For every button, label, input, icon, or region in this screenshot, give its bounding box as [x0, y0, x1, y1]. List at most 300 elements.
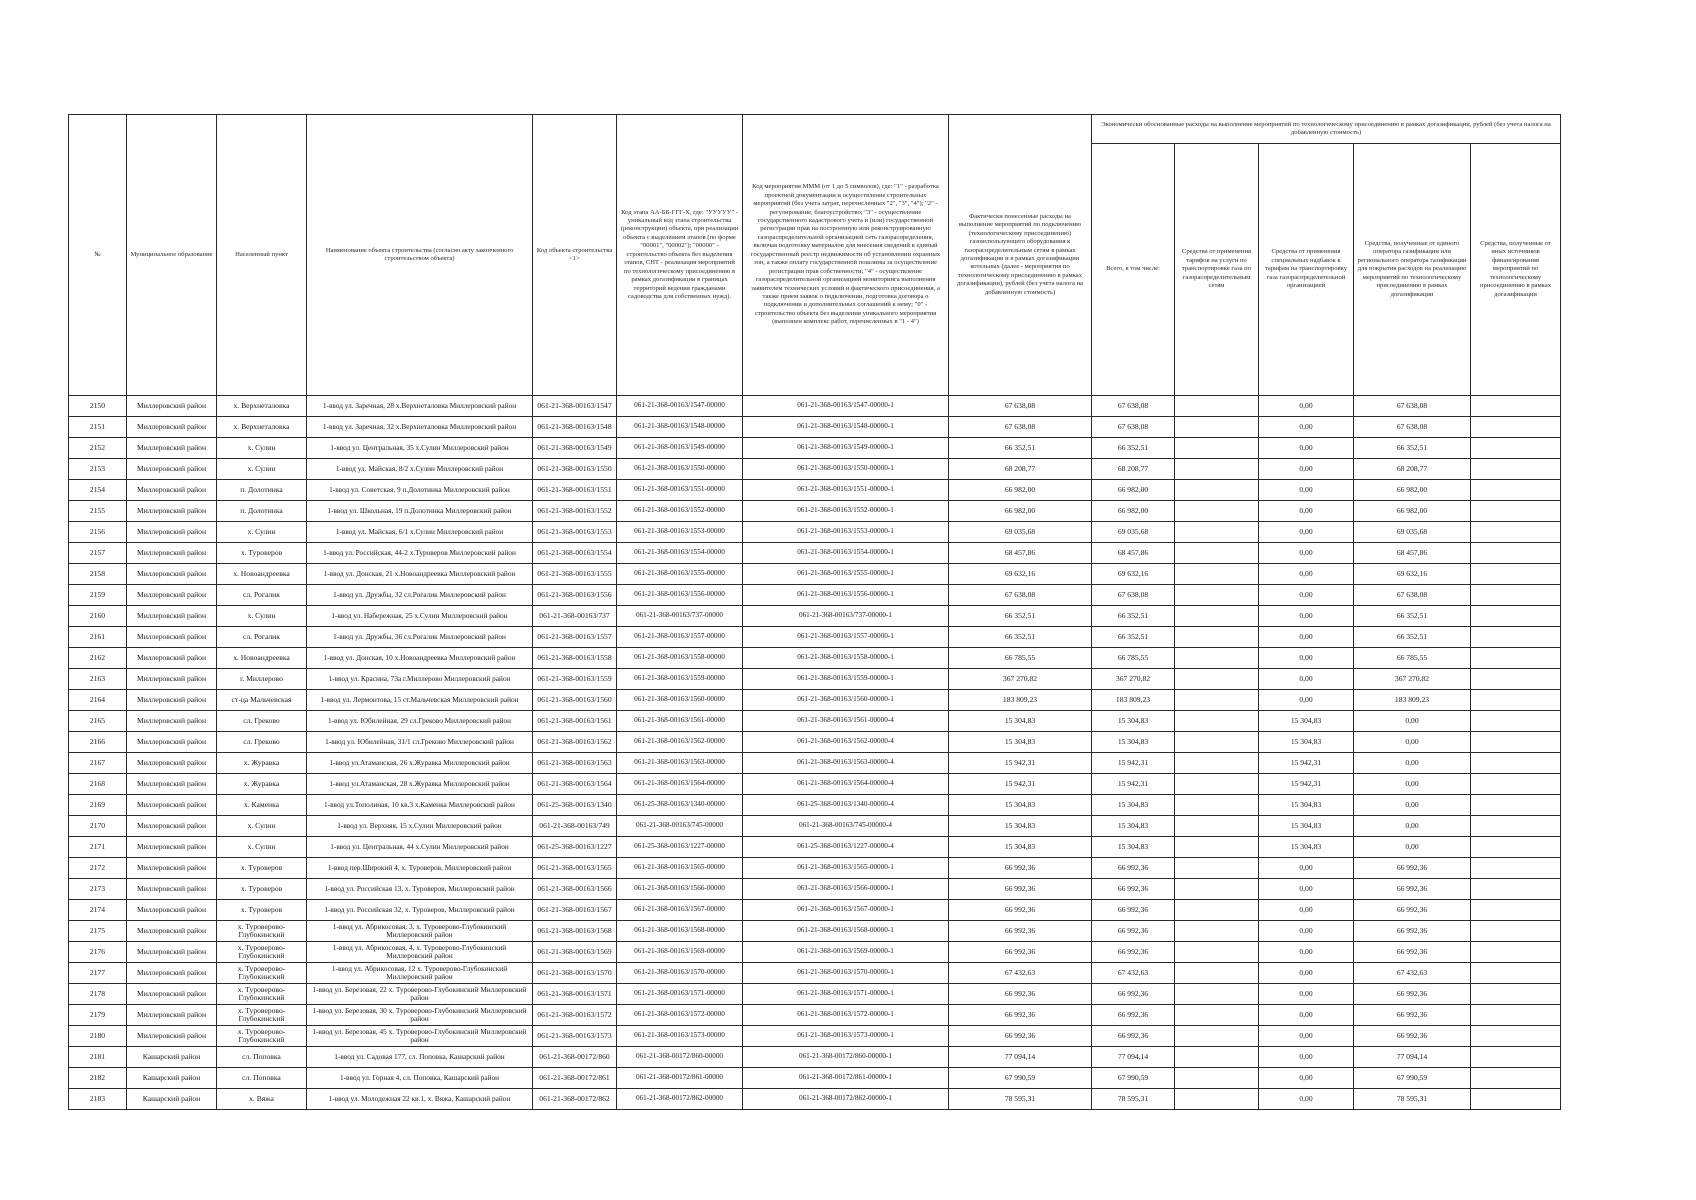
cell-num: 2172: [69, 858, 127, 879]
cell-settlement: х. Туроверово-Глубокинский: [217, 921, 307, 942]
cell-object-name: 1-ввод ул. Донская, 10 х.Новоандреевка Миллеровский район: [307, 648, 533, 669]
cell-total: 66 992,36: [1092, 1005, 1175, 1026]
cell-object-code: 061-21-368-00163/1566: [533, 879, 617, 900]
table-row: [69, 942, 1561, 963]
cell-settlement: х. Туроверово-Глубокинский: [217, 1005, 307, 1026]
cell-activity-code: 061-21-368-00163/1564-00000-4: [743, 774, 949, 795]
cell-special-surcharge: 0,00: [1259, 858, 1354, 879]
cell-tariff-transport: [1175, 1005, 1259, 1026]
cell-activity-code: 061-21-368-00163/1570-00000-1: [743, 963, 949, 984]
cell-object-code: 061-21-368-00163/1572: [533, 1005, 617, 1026]
cell-operator-funds: 67 638,08: [1354, 417, 1471, 438]
cell-total: 68 208,77: [1092, 459, 1175, 480]
cell-tariff-transport: [1175, 564, 1259, 585]
cell-operator-funds: 66 785,55: [1354, 648, 1471, 669]
table-header: [69, 115, 1561, 396]
cell-other-sources: [1471, 837, 1561, 858]
cell-tariff-transport: [1175, 795, 1259, 816]
cell-other-sources: [1471, 543, 1561, 564]
cell-num: 2154: [69, 480, 127, 501]
table-row: [69, 522, 1561, 543]
cell-special-surcharge: 0,00: [1259, 522, 1354, 543]
cell-operator-funds: 66 982,00: [1354, 501, 1471, 522]
cell-stage-code: 061-21-368-00163/1550-00000: [617, 459, 743, 480]
cell-object-code: 061-21-368-00163/1550: [533, 459, 617, 480]
cell-tariff-transport: [1175, 984, 1259, 1005]
cell-object-name: 1-ввод ул. Дружбы, 32 сл.Рогалик Миллеровский район: [307, 585, 533, 606]
cell-other-sources: [1471, 984, 1561, 1005]
cell-num: 2173: [69, 879, 127, 900]
cell-object-name: 1-ввод ул. Садовая 177, сл. Поповка, Кашарский район: [307, 1047, 533, 1068]
cell-operator-funds: 69 632,16: [1354, 564, 1471, 585]
cell-total: 15 304,83: [1092, 816, 1175, 837]
cell-stage-code: 061-21-368-00163/1552-00000: [617, 501, 743, 522]
cell-actual-costs: 67 432,63: [949, 963, 1092, 984]
cell-object-code: 061-21-368-00163/1563: [533, 753, 617, 774]
table-row: [69, 753, 1561, 774]
cell-actual-costs: 66 992,36: [949, 900, 1092, 921]
cell-object-name: 1-ввод ул. Набережная, 25 х.Сулин Миллеровский район: [307, 606, 533, 627]
table-row: [69, 585, 1561, 606]
cell-stage-code: 061-21-368-00163/1568-00000: [617, 921, 743, 942]
cell-tariff-transport: [1175, 774, 1259, 795]
cell-other-sources: [1471, 606, 1561, 627]
cell-actual-costs: 367 270,82: [949, 669, 1092, 690]
cell-activity-code: 061-21-368-00163/1568-00000-1: [743, 921, 949, 942]
cell-object-name: 1-ввод ул. Майская, 6/1 х.Сулин Миллеровский район: [307, 522, 533, 543]
cell-object-code: 061-21-368-00163/1559: [533, 669, 617, 690]
cell-special-surcharge: 0,00: [1259, 1047, 1354, 1068]
cell-object-name: 1-ввод ул. Юбилейная, 29 сл.Греково Миллеровский район: [307, 711, 533, 732]
cell-tariff-transport: [1175, 732, 1259, 753]
cell-special-surcharge: 0,00: [1259, 669, 1354, 690]
cell-operator-funds: 66 982,00: [1354, 480, 1471, 501]
cell-other-sources: [1471, 1005, 1561, 1026]
cell-total: 66 992,36: [1092, 900, 1175, 921]
cell-stage-code: 061-21-368-00172/862-00000: [617, 1089, 743, 1110]
header-econ-group: Экономически обоснованные расходы на выполнение мероприятий по технологическому присоединению в рамках догазификации, рублей (без учета налога на добавленную стоимость): [1092, 115, 1561, 144]
cell-activity-code: 061-21-368-00163/1572-00000-1: [743, 1005, 949, 1026]
cell-tariff-transport: [1175, 690, 1259, 711]
cell-stage-code: 061-21-368-00163/1556-00000: [617, 585, 743, 606]
cell-operator-funds: 77 094,14: [1354, 1047, 1471, 1068]
cell-settlement: х. Сулин: [217, 438, 307, 459]
cell-object-name: 1-ввод ул. Советская, 9 п.Долотинка Миллеровский район: [307, 480, 533, 501]
cell-object-code: 061-21-368-00163/1557: [533, 627, 617, 648]
cell-object-name: 1-ввод ул. Березовая, 30 х. Туроверово-Глубокинский Миллеровский район: [307, 1005, 533, 1026]
cell-stage-code: 061-21-368-00172/861-00000: [617, 1068, 743, 1089]
cell-other-sources: [1471, 1047, 1561, 1068]
cell-actual-costs: 15 304,83: [949, 732, 1092, 753]
cell-total: 66 982,00: [1092, 480, 1175, 501]
cell-tariff-transport: [1175, 1047, 1259, 1068]
cell-tariff-transport: [1175, 396, 1259, 417]
cell-actual-costs: 66 982,00: [949, 480, 1092, 501]
cell-special-surcharge: 0,00: [1259, 438, 1354, 459]
cell-stage-code: 061-21-368-00172/860-00000: [617, 1047, 743, 1068]
cell-activity-code: 061-21-368-00163/745-00000-4: [743, 816, 949, 837]
cell-actual-costs: 15 942,31: [949, 774, 1092, 795]
cell-settlement: х. Верхнеталовка: [217, 396, 307, 417]
cell-activity-code: 061-21-368-00163/1569-00000-1: [743, 942, 949, 963]
cell-total: 66 992,36: [1092, 942, 1175, 963]
cell-municipality: Миллеровский район: [127, 564, 217, 585]
cell-tariff-transport: [1175, 1068, 1259, 1089]
cell-municipality: Миллеровский район: [127, 459, 217, 480]
cell-other-sources: [1471, 627, 1561, 648]
cell-object-code: 061-21-368-00163/749: [533, 816, 617, 837]
cell-object-code: 061-21-368-00172/860: [533, 1047, 617, 1068]
cell-activity-code: 061-21-368-00163/1561-00000-4: [743, 711, 949, 732]
cell-other-sources: [1471, 522, 1561, 543]
cell-municipality: Миллеровский район: [127, 690, 217, 711]
cell-municipality: Миллеровский район: [127, 900, 217, 921]
table-row: [69, 1089, 1561, 1110]
cell-object-name: 1-ввод пер.Широкий 4, х. Туроверов, Миллеровский район: [307, 858, 533, 879]
cell-tariff-transport: [1175, 648, 1259, 669]
cell-other-sources: [1471, 711, 1561, 732]
cell-activity-code: 061-21-368-00163/1556-00000-1: [743, 585, 949, 606]
cell-activity-code: 061-21-368-00163/1551-00000-1: [743, 480, 949, 501]
header-object-name: Наименование объекта строительства (согласно акту законченного строительством объекта): [307, 115, 533, 396]
cell-num: 2151: [69, 417, 127, 438]
cell-object-name: 1-ввод ул. Горная 4, сл. Поповка, Кашарский район: [307, 1068, 533, 1089]
table-row: [69, 732, 1561, 753]
cell-total: 183 809,23: [1092, 690, 1175, 711]
cell-object-code: 061-25-368-00163/1227: [533, 837, 617, 858]
cell-municipality: Миллеровский район: [127, 984, 217, 1005]
cell-settlement: ст-ца Мальчевская: [217, 690, 307, 711]
table-row: [69, 1005, 1561, 1026]
cell-municipality: Миллеровский район: [127, 648, 217, 669]
cell-stage-code: 061-21-368-00163/1548-00000: [617, 417, 743, 438]
cell-operator-funds: 66 992,36: [1354, 879, 1471, 900]
cell-num: 2162: [69, 648, 127, 669]
cell-num: 2182: [69, 1068, 127, 1089]
cell-num: 2169: [69, 795, 127, 816]
cell-stage-code: 061-21-368-00163/1554-00000: [617, 543, 743, 564]
cell-object-name: 1-ввод ул. Березовая, 22 х. Туроверово-Глубокинский Миллеровский район: [307, 984, 533, 1005]
cell-actual-costs: 78 595,31: [949, 1089, 1092, 1110]
cell-settlement: п. Долотинка: [217, 501, 307, 522]
cell-object-code: 061-21-368-00163/1562: [533, 732, 617, 753]
table-row: [69, 921, 1561, 942]
header-stage-code: Код этапа АА-ББ-ГГГ-Х, где: "УУУУУ" - уникальный код этапа строительства (реконструкции) объекта, при реализации объекта с выделением этапов (по форме "00001", "00002"); "00000" - строительство объекта без выделения этапов, СНТ - реализация мероприятий по технологическому присоединению в рамках догазификации в границах территорий ведения гражданами садоводства для собственных нужд).: [617, 115, 743, 396]
cell-num: 2159: [69, 585, 127, 606]
cell-activity-code: 061-21-368-00172/862-00000-1: [743, 1089, 949, 1110]
cell-other-sources: [1471, 753, 1561, 774]
cell-total: 367 270,82: [1092, 669, 1175, 690]
table-row: [69, 900, 1561, 921]
cell-other-sources: [1471, 501, 1561, 522]
cell-municipality: Кашарский район: [127, 1068, 217, 1089]
cell-num: 2179: [69, 1005, 127, 1026]
cell-stage-code: 061-21-368-00163/1558-00000: [617, 648, 743, 669]
cell-num: 2168: [69, 774, 127, 795]
cell-stage-code: 061-21-368-00163/1551-00000: [617, 480, 743, 501]
cell-object-name: 1-ввод ул. Абрикосовая, 12 х. Туроверово-Глубокинский Миллеровский район: [307, 963, 533, 984]
cell-tariff-transport: [1175, 438, 1259, 459]
table-row: [69, 627, 1561, 648]
cell-special-surcharge: 0,00: [1259, 963, 1354, 984]
cell-object-name: 1-ввод ул. Донская, 21 х.Новоандреевка Миллеровский район: [307, 564, 533, 585]
table-row: [69, 816, 1561, 837]
cell-object-name: 1-ввод ул. Верхняя, 15 х.Сулин Миллеровский район: [307, 816, 533, 837]
cell-special-surcharge: 0,00: [1259, 417, 1354, 438]
cell-object-code: 061-21-368-00163/1568: [533, 921, 617, 942]
table-row: [69, 858, 1561, 879]
cell-special-surcharge: 0,00: [1259, 984, 1354, 1005]
cell-activity-code: 061-21-368-00163/1552-00000-1: [743, 501, 949, 522]
cell-special-surcharge: 0,00: [1259, 501, 1354, 522]
cell-tariff-transport: [1175, 942, 1259, 963]
table-row: [69, 396, 1561, 417]
cell-activity-code: 061-21-368-00163/1567-00000-1: [743, 900, 949, 921]
cell-actual-costs: 66 352,51: [949, 627, 1092, 648]
cell-activity-code: 061-21-368-00163/1563-00000-4: [743, 753, 949, 774]
cell-actual-costs: 66 992,36: [949, 984, 1092, 1005]
cell-settlement: х. Сулин: [217, 459, 307, 480]
cell-num: 2176: [69, 942, 127, 963]
cell-tariff-transport: [1175, 417, 1259, 438]
cell-other-sources: [1471, 669, 1561, 690]
cell-settlement: сл. Поповка: [217, 1068, 307, 1089]
cell-other-sources: [1471, 795, 1561, 816]
cell-operator-funds: 183 809,23: [1354, 690, 1471, 711]
cell-stage-code: 061-21-368-00163/1572-00000: [617, 1005, 743, 1026]
cell-object-name: 1-ввод ул.Атаманская, 28 х.Журавка Миллеровский район: [307, 774, 533, 795]
cell-tariff-transport: [1175, 585, 1259, 606]
cell-actual-costs: 15 304,83: [949, 816, 1092, 837]
cell-operator-funds: 67 432,63: [1354, 963, 1471, 984]
cell-special-surcharge: 0,00: [1259, 564, 1354, 585]
cell-other-sources: [1471, 900, 1561, 921]
cell-num: 2166: [69, 732, 127, 753]
cell-other-sources: [1471, 648, 1561, 669]
cell-operator-funds: 66 992,36: [1354, 942, 1471, 963]
cell-other-sources: [1471, 963, 1561, 984]
header-other-sources: Средства, полученные от иных источников финансирования мероприятий по технологическому присоединению в рамках догазификации: [1471, 144, 1561, 396]
cell-total: 66 352,51: [1092, 606, 1175, 627]
cell-other-sources: [1471, 459, 1561, 480]
cell-stage-code: 061-21-368-00163/1569-00000: [617, 942, 743, 963]
cell-object-code: 061-21-368-00163/1547: [533, 396, 617, 417]
cell-object-code: 061-21-368-00163/1560: [533, 690, 617, 711]
cell-object-code: 061-21-368-00172/861: [533, 1068, 617, 1089]
cell-special-surcharge: 0,00: [1259, 690, 1354, 711]
table-row: [69, 543, 1561, 564]
cell-num: 2165: [69, 711, 127, 732]
cell-other-sources: [1471, 816, 1561, 837]
table-row: [69, 1068, 1561, 1089]
cell-object-code: 061-21-368-00163/1551: [533, 480, 617, 501]
cell-activity-code: 061-21-368-00163/737-00000-1: [743, 606, 949, 627]
cell-object-code: 061-21-368-00163/1548: [533, 417, 617, 438]
table-row: [69, 795, 1561, 816]
cell-actual-costs: 183 809,23: [949, 690, 1092, 711]
cell-municipality: Миллеровский район: [127, 396, 217, 417]
cell-num: 2164: [69, 690, 127, 711]
cell-actual-costs: 66 992,36: [949, 1005, 1092, 1026]
cell-tariff-transport: [1175, 1026, 1259, 1047]
cell-total: 68 457,86: [1092, 543, 1175, 564]
cell-total: 66 992,36: [1092, 984, 1175, 1005]
cell-municipality: Миллеровский район: [127, 774, 217, 795]
cell-settlement: х. Новоандреевка: [217, 648, 307, 669]
cell-special-surcharge: 15 304,83: [1259, 816, 1354, 837]
cell-special-surcharge: 0,00: [1259, 585, 1354, 606]
cell-stage-code: 061-21-368-00163/1567-00000: [617, 900, 743, 921]
cell-object-name: 1-ввод ул. Российская 32, х. Туроверов, Миллеровский район: [307, 900, 533, 921]
cell-total: 66 992,36: [1092, 921, 1175, 942]
cell-special-surcharge: 15 942,31: [1259, 753, 1354, 774]
cell-object-code: 061-21-368-00163/1573: [533, 1026, 617, 1047]
cell-tariff-transport: [1175, 837, 1259, 858]
cell-object-code: 061-21-368-00163/1565: [533, 858, 617, 879]
cell-settlement: х. Туроверово-Глубокинский: [217, 1026, 307, 1047]
cell-num: 2153: [69, 459, 127, 480]
cell-activity-code: 061-21-368-00163/1555-00000-1: [743, 564, 949, 585]
cell-special-surcharge: 0,00: [1259, 543, 1354, 564]
cell-total: 15 304,83: [1092, 732, 1175, 753]
cell-activity-code: 061-21-368-00163/1565-00000-1: [743, 858, 949, 879]
table-row: [69, 711, 1561, 732]
table-body: [69, 396, 1561, 1110]
cell-special-surcharge: 0,00: [1259, 879, 1354, 900]
cell-special-surcharge: 0,00: [1259, 1068, 1354, 1089]
cell-other-sources: [1471, 1026, 1561, 1047]
cell-actual-costs: 66 352,51: [949, 606, 1092, 627]
cell-object-code: 061-21-368-00163/1567: [533, 900, 617, 921]
cell-settlement: п. Долотинка: [217, 480, 307, 501]
table-row: [69, 417, 1561, 438]
cell-total: 66 982,00: [1092, 501, 1175, 522]
cell-settlement: х. Сулин: [217, 522, 307, 543]
cell-settlement: х. Верхнеталовка: [217, 417, 307, 438]
cell-other-sources: [1471, 774, 1561, 795]
cell-activity-code: 061-25-368-00163/1227-00000-4: [743, 837, 949, 858]
cell-settlement: сл. Поповка: [217, 1047, 307, 1068]
cell-num: 2177: [69, 963, 127, 984]
cell-stage-code: 061-21-368-00163/1555-00000: [617, 564, 743, 585]
cell-municipality: Миллеровский район: [127, 417, 217, 438]
cell-settlement: х. Туроверово-Глубокинский: [217, 963, 307, 984]
cell-num: 2158: [69, 564, 127, 585]
cell-num: 2181: [69, 1047, 127, 1068]
table-row: [69, 438, 1561, 459]
cell-special-surcharge: 0,00: [1259, 942, 1354, 963]
cell-activity-code: 061-21-368-00163/1573-00000-1: [743, 1026, 949, 1047]
cell-object-name: 1-ввод ул.Тополиная, 10 кв.3 х.Каменка Миллеровский район: [307, 795, 533, 816]
cell-special-surcharge: 0,00: [1259, 1089, 1354, 1110]
cell-total: 66 992,36: [1092, 1026, 1175, 1047]
table-row: [69, 984, 1561, 1005]
cell-operator-funds: 0,00: [1354, 711, 1471, 732]
cell-municipality: Миллеровский район: [127, 1026, 217, 1047]
cell-special-surcharge: 15 942,31: [1259, 774, 1354, 795]
cell-total: 66 352,51: [1092, 438, 1175, 459]
cell-total: 15 304,83: [1092, 837, 1175, 858]
cell-num: 2175: [69, 921, 127, 942]
cell-operator-funds: 66 352,51: [1354, 606, 1471, 627]
cell-actual-costs: 67 638,08: [949, 585, 1092, 606]
cell-actual-costs: 68 208,77: [949, 459, 1092, 480]
cell-activity-code: 061-21-368-00163/1548-00000-1: [743, 417, 949, 438]
cell-num: 2178: [69, 984, 127, 1005]
cell-total: 67 638,08: [1092, 417, 1175, 438]
cell-object-name: 1-ввод ул. Центральная, 44 х.Сулин Миллеровский район: [307, 837, 533, 858]
cell-object-name: 1-ввод ул. Майская, 8/2 х.Сулин Миллеровский район: [307, 459, 533, 480]
cell-stage-code: 061-21-368-00163/1560-00000: [617, 690, 743, 711]
cell-total: 69 632,16: [1092, 564, 1175, 585]
cell-operator-funds: 66 352,51: [1354, 627, 1471, 648]
cell-object-name: 1-ввод ул. Заречная, 28 х.Верхнеталовка Миллеровский район: [307, 396, 533, 417]
cell-other-sources: [1471, 564, 1561, 585]
cell-actual-costs: 66 982,00: [949, 501, 1092, 522]
cell-tariff-transport: [1175, 480, 1259, 501]
cell-num: 2157: [69, 543, 127, 564]
cell-operator-funds: 67 638,08: [1354, 396, 1471, 417]
table-row: [69, 606, 1561, 627]
cell-tariff-transport: [1175, 879, 1259, 900]
cell-actual-costs: 66 992,36: [949, 942, 1092, 963]
cell-operator-funds: 0,00: [1354, 816, 1471, 837]
cell-special-surcharge: 15 304,83: [1259, 711, 1354, 732]
cell-municipality: Миллеровский район: [127, 795, 217, 816]
cell-tariff-transport: [1175, 543, 1259, 564]
cell-total: 15 942,31: [1092, 753, 1175, 774]
cell-object-name: 1-ввод ул. Лермонтова, 15 ст.Мальчевская Миллеровский район: [307, 690, 533, 711]
cell-object-code: 061-21-368-00163/1561: [533, 711, 617, 732]
cell-actual-costs: 68 457,86: [949, 543, 1092, 564]
cell-total: 66 992,36: [1092, 858, 1175, 879]
cell-special-surcharge: 0,00: [1259, 627, 1354, 648]
cell-num: 2163: [69, 669, 127, 690]
cell-special-surcharge: 15 304,83: [1259, 795, 1354, 816]
cell-other-sources: [1471, 480, 1561, 501]
cell-special-surcharge: 0,00: [1259, 648, 1354, 669]
cell-object-code: 061-21-368-00163/1553: [533, 522, 617, 543]
cell-stage-code: 061-21-368-00163/745-00000: [617, 816, 743, 837]
cell-special-surcharge: 0,00: [1259, 459, 1354, 480]
cell-actual-costs: 67 638,08: [949, 396, 1092, 417]
cell-other-sources: [1471, 942, 1561, 963]
cell-tariff-transport: [1175, 816, 1259, 837]
cell-total: 15 304,83: [1092, 711, 1175, 732]
table-row: [69, 564, 1561, 585]
cell-municipality: Миллеровский район: [127, 963, 217, 984]
cell-municipality: Миллеровский район: [127, 837, 217, 858]
cell-tariff-transport: [1175, 669, 1259, 690]
cell-object-name: 1-ввод ул.Атаманская, 26 х.Журавка Миллеровский район: [307, 753, 533, 774]
cell-municipality: Миллеровский район: [127, 816, 217, 837]
data-table: [68, 114, 1561, 1110]
cell-activity-code: 061-21-368-00163/1559-00000-1: [743, 669, 949, 690]
cell-object-name: 1-ввод ул. Абрикосовая, 3, х. Туроверово-Глубокинский Миллеровский район: [307, 921, 533, 942]
cell-stage-code: 061-21-368-00163/1573-00000: [617, 1026, 743, 1047]
cell-num: 2174: [69, 900, 127, 921]
cell-stage-code: 061-21-368-00163/1561-00000: [617, 711, 743, 732]
cell-num: 2170: [69, 816, 127, 837]
cell-other-sources: [1471, 438, 1561, 459]
cell-object-code: 061-21-368-00163/1570: [533, 963, 617, 984]
cell-operator-funds: 0,00: [1354, 795, 1471, 816]
cell-total: 67 432,63: [1092, 963, 1175, 984]
cell-stage-code: 061-21-368-00163/1557-00000: [617, 627, 743, 648]
cell-stage-code: 061-21-368-00163/1570-00000: [617, 963, 743, 984]
table-row: [69, 963, 1561, 984]
cell-municipality: Кашарский район: [127, 1089, 217, 1110]
